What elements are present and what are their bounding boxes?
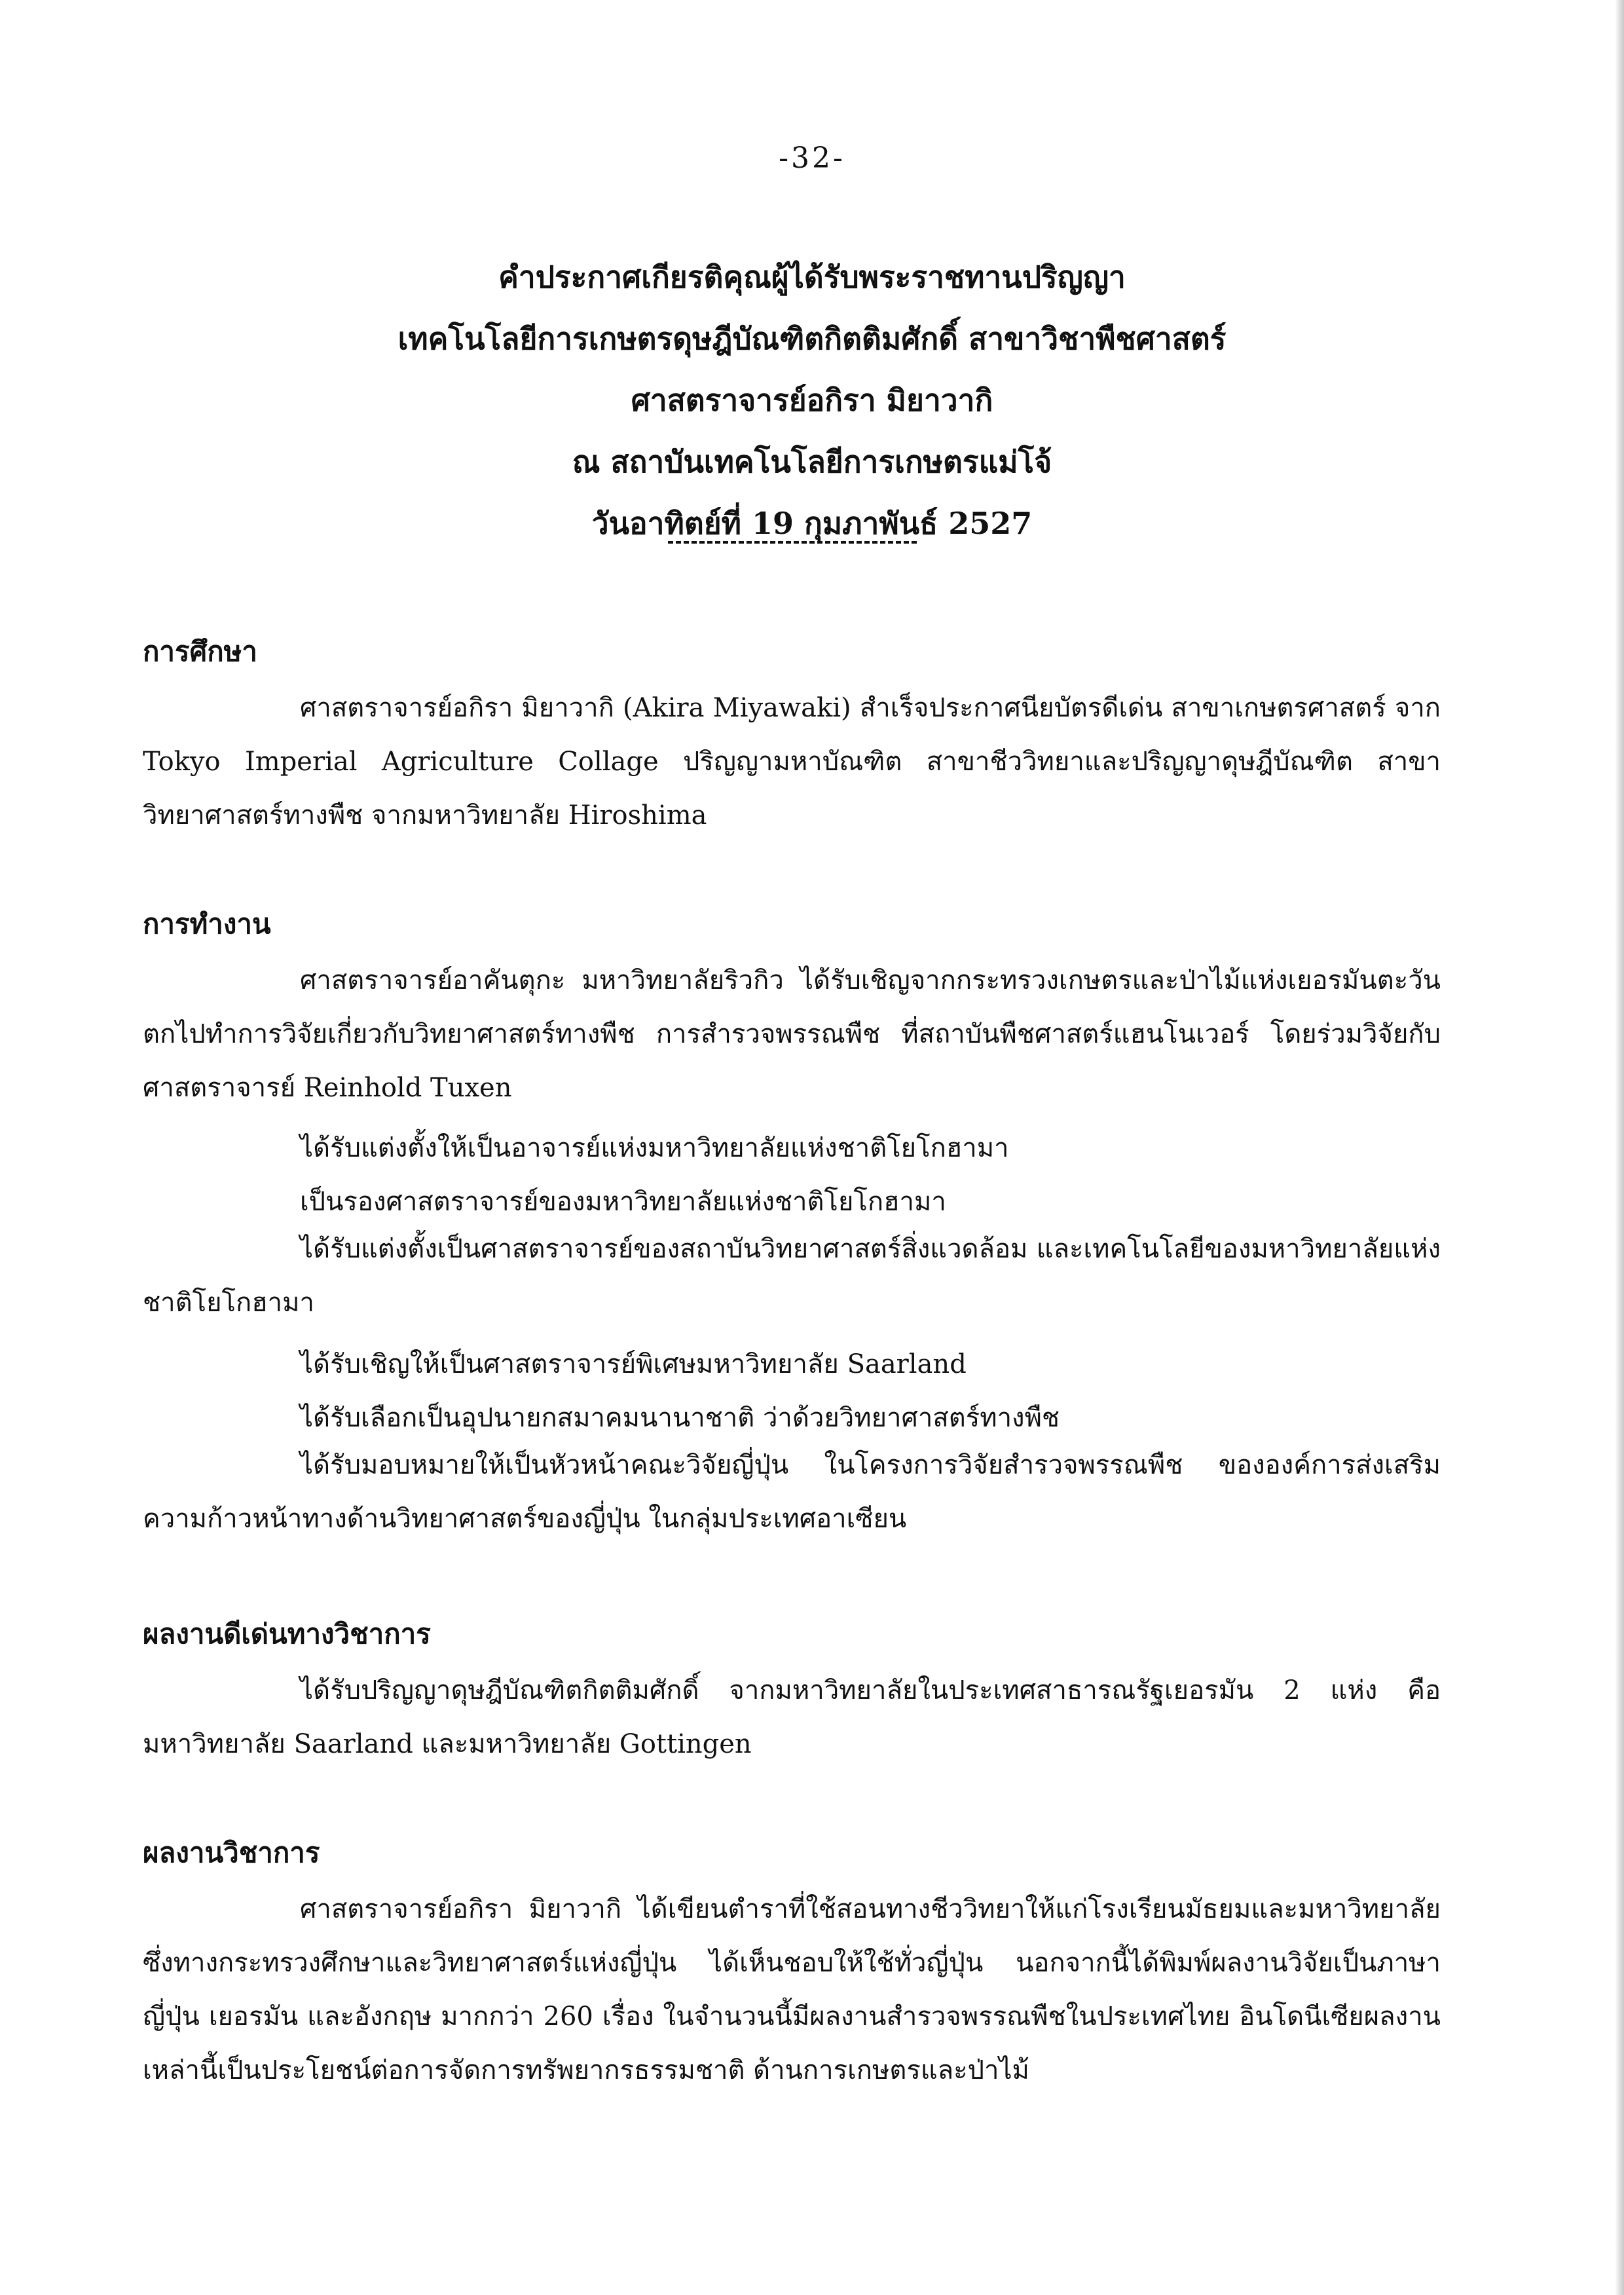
work-item-2: เป็นรองศาสตราจารย์ของมหาวิทยาลัยแห่งชาติโยโกฮามา [300, 1187, 946, 1217]
title-line-2: เทคโนโลยีการเกษตรดุษฎีบัณฑิตกิตติมศักดิ์ สาขาวิชาพืชศาสตร์ [397, 321, 1227, 356]
title-line-5: วันอาทิตย์ที่ 19 กุมภาพันธ์ 2527 [591, 506, 1033, 541]
page-number: -32- [779, 141, 845, 175]
education-paragraph: ศาสตราจารย์อกิรา มิยาวากิ (Akira Miyawaki) สำเร็จประกาศนียบัตรดีเด่น สาขาเกษตรศาสตร์ จาก Tokyo Imperial Agriculture Collage ปริญญามหาบัณฑิต สาขาชีววิทยาและปริญญาดุษฎีบัณฑิต สาขาวิทยาศาสตร์ทางพืช จากมหาวิทยาลัย Hiroshima [143, 693, 1441, 830]
academic-outstanding-heading: ผลงานดีเด่นทางวิชาการ [143, 1618, 431, 1650]
education-heading: การศึกษา [143, 635, 257, 667]
title-line-3: ศาสตราจารย์อกิรา มิยาวากิ [631, 382, 993, 418]
work-item-1: ได้รับแต่งตั้งให้เป็นอาจารย์แห่งมหาวิทยาลัยแห่งชาติโยโกฮามา [300, 1133, 1009, 1163]
work-paragraph-1: ศาสตราจารย์อาคันตุกะ มหาวิทยาลัยริวกิว ได้รับเชิญจากกระทรวงเกษตรและป่าไม้แห่งเยอรมันตะวันตกไปทำการวิจัยเกี่ยวกับวิทยาศาสตร์ทางพืช การสำรวจพรรณพืช ที่สถาบันพืชศาสตร์แฮนโนเวอร์ โดยร่วมวิจัยกับศาสตราจารย์ Reinhold Tuxen [143, 965, 1441, 1103]
work-item-3: ได้รับเชิญให้เป็นศาสตราจารย์พิเศษมหาวิทยาลัย Saarland [300, 1349, 967, 1379]
academic-outstanding-paragraph: ได้รับปริญญาดุษฎีบัณฑิตกิตติมศักดิ์ จากมหาวิทยาลัยในประเทศสาธารณรัฐเยอรมัน 2 แห่ง คือมหาวิทยาลัย Saarland และมหาวิทยาลัย Gottingen [143, 1675, 1441, 1759]
work-paragraph-2: ได้รับแต่งตั้งเป็นศาสตราจารย์ของสถาบันวิทยาศาสตร์สิ่งแวดล้อม และเทคโนโลยีของมหาวิทยาลัยแห่งชาติโยโกฮามา [143, 1234, 1441, 1318]
work-heading: การทำงาน [143, 908, 271, 940]
title-line-4: ณ สถาบันเทคโนโลยีการเกษตรแม่โจ้ [572, 444, 1052, 479]
title-line-1: คำประกาศเกียรติคุณผู้ได้รับพระราชทานปริญญา [498, 259, 1126, 295]
work-paragraph-3: ได้รับมอบหมายให้เป็นหัวหน้าคณะวิจัยญี่ปุ่น ในโครงการวิจัยสำรวจพรรณพืช ขององค์การส่งเสริมความก้าวหน้าทางด้านวิทยาศาสตร์ของญี่ปุ่น ในกลุ่มประเทศอาเซียน [143, 1450, 1441, 1534]
title-divider [668, 541, 917, 544]
academic-works-heading: ผลงานวิชาการ [143, 1837, 320, 1869]
work-item-4: ได้รับเลือกเป็นอุปนายกสมาคมนานาชาติ ว่าด้วยวิทยาศาสตร์ทางพืช [300, 1403, 1060, 1433]
citation-title [0, 246, 1624, 554]
academic-works-paragraph: ศาสตราจารย์อกิรา มิยาวากิ ได้เขียนตำราที่ใช้สอนทางชีววิทยาให้แก่โรงเรียนมัธยมและมหาวิทยาลัย ซึ่งทางกระทรวงศึกษาและวิทยาศาสตร์แห่งญี่ปุ่น ได้เห็นชอบให้ใช้ทั่วญี่ปุ่น นอกจากนี้ได้พิมพ์ผลงานวิจัยเป็นภาษาญี่ปุ่น เยอรมัน และอังกฤษ มากกว่า 260 เรื่อง ในจำนวนนี้มีผลงานสำรวจพรรณพืชในประเทศไทย อินโดนีเซียผลงานเหล่านี้เป็นประโยชน์ต่อการจัดการทรัพยากรธรรมชาติ ด้านการเกษตรและป่าไม้ [143, 1894, 1441, 2085]
